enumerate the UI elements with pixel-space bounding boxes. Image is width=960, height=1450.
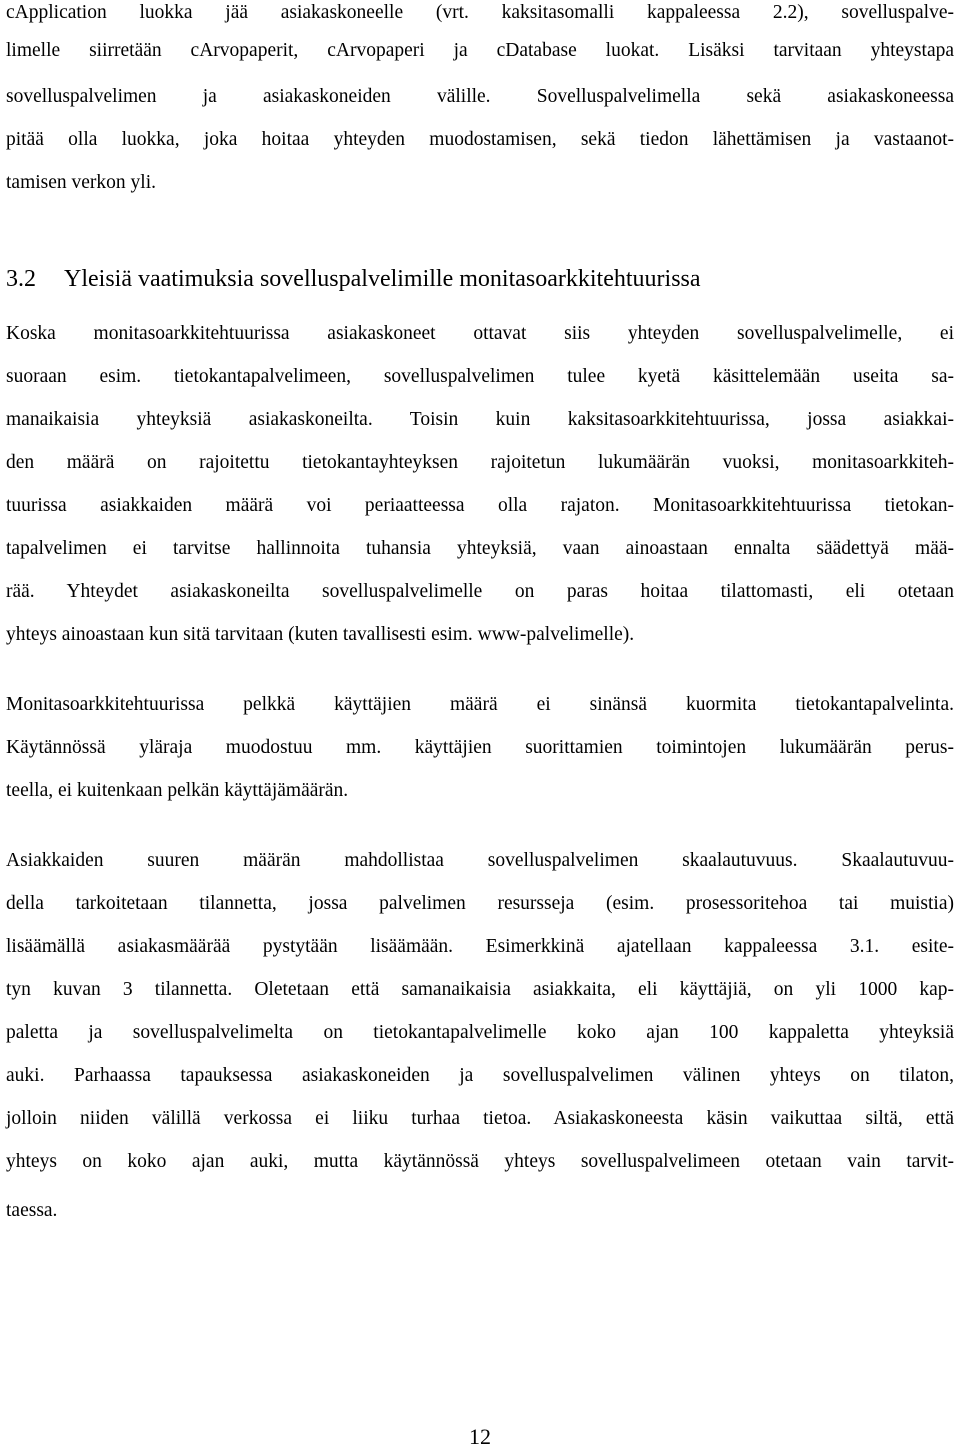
section-number: 3.2 <box>6 266 36 292</box>
paragraph-line: tamisen verkon yli. <box>6 172 157 193</box>
paragraph-line: taessa. <box>6 1200 58 1221</box>
paragraph-line: della tarkoitetaan tilannetta, jossa palvelimen resursseja (esim. prosessoritehoa tai muistia) <box>6 893 954 914</box>
paragraph-line: paletta ja sovelluspalvelimelta on tietokantapalvelimelle koko ajan 100 kappaletta yhteyksiä <box>6 1022 954 1043</box>
paragraph-line: yhteys ainoastaan kun sitä tarvitaan (kuten tavallisesti esim. www-palvelimelle). <box>6 624 635 645</box>
paragraph-line: limelle siirretään cArvopaperit, cArvopaperi ja cDatabase luokat. Lisäksi tarvitaan yhteystapa <box>6 40 954 61</box>
paragraph-line: tuurissa asiakkaiden määrä voi periaatteessa olla rajaton. Monitasoarkkitehtuurissa tietokan- <box>6 495 954 516</box>
paragraph-line: Monitasoarkkitehtuurissa pelkkä käyttäjien määrä ei sinänsä kuormita tietokantapalvelinta. <box>6 694 954 715</box>
paragraph-line: Käytännössä yläraja muodostuu mm. käyttäjien suorittamien toimintojen lukumäärän perus- <box>6 737 954 758</box>
paragraph-line: teella, ei kuitenkaan pelkän käyttäjämäärän. <box>6 780 349 801</box>
paragraph-line: sovelluspalvelimen ja asiakaskoneiden välille. Sovelluspalvelimella sekä asiakaskoneessa <box>6 86 954 107</box>
section-title: Yleisiä vaatimuksia sovelluspalvelimille monitasoarkkitehtuurissa <box>64 266 701 292</box>
paragraph-line: Koska monitasoarkkitehtuurissa asiakaskoneet ottavat siis yhteyden sovelluspalvelimelle, ei <box>6 323 954 344</box>
paragraph-line: den määrä on rajoitettu tietokantayhteyksen rajoitetun lukumäärän vuoksi, monitasoarkkiteh- <box>6 452 954 473</box>
paragraph-line: jolloin niiden välillä verkossa ei liiku turhaa tietoa. Asiakaskoneesta käsin vaikuttaa siltä, että <box>6 1108 954 1129</box>
paragraph-line: Asiakkaiden suuren määrän mahdollistaa sovelluspalvelimen skaalautuvuus. Skaalautuvuu- <box>6 850 954 871</box>
paragraph-line: cApplication luokka jää asiakaskoneelle (vrt. kaksitasomalli kappaleessa 2.2), sovelluspalve- <box>6 2 954 23</box>
paragraph-line: lisäämällä asiakasmäärää pystytään lisäämään. Esimerkkinä ajatellaan kappaleessa 3.1. esite- <box>6 936 954 957</box>
section-heading <box>6 264 954 294</box>
paragraph-line: yhteys on koko ajan auki, mutta käytännössä yhteys sovelluspalvelimeen otetaan vain tarvit- <box>6 1151 954 1172</box>
paragraph-line: manaikaisia yhteyksiä asiakaskoneilta. Toisin kuin kaksitasoarkkitehtuurissa, jossa asiakkai- <box>6 409 954 430</box>
paragraph-line: tapalvelimen ei tarvitse hallinnoita tuhansia yhteyksiä, vaan ainoastaan ennalta säädettyä mää- <box>6 538 954 559</box>
paragraph-line: suoraan esim. tietokantapalvelimeen, sovelluspalvelimen tulee kyetä käsittelemään useita sa- <box>6 366 954 387</box>
paragraph-line: pitää olla luokka, joka hoitaa yhteyden muodostamisen, sekä tiedon lähettämisen ja vastaanot- <box>6 129 954 150</box>
paragraph-line: auki. Parhaassa tapauksessa asiakaskoneiden ja sovelluspalvelimen välinen yhteys on tilaton, <box>6 1065 954 1086</box>
page-number: 12 <box>469 1424 491 1449</box>
paragraph-line: rää. Yhteydet asiakaskoneilta sovelluspalvelimelle on paras hoitaa tilattomasti, eli otetaan <box>6 581 954 602</box>
paragraph-line: tyn kuvan 3 tilannetta. Oletetaan että samanaikaisia asiakkaita, eli käyttäjiä, on yli 1000 kap- <box>6 979 954 1000</box>
